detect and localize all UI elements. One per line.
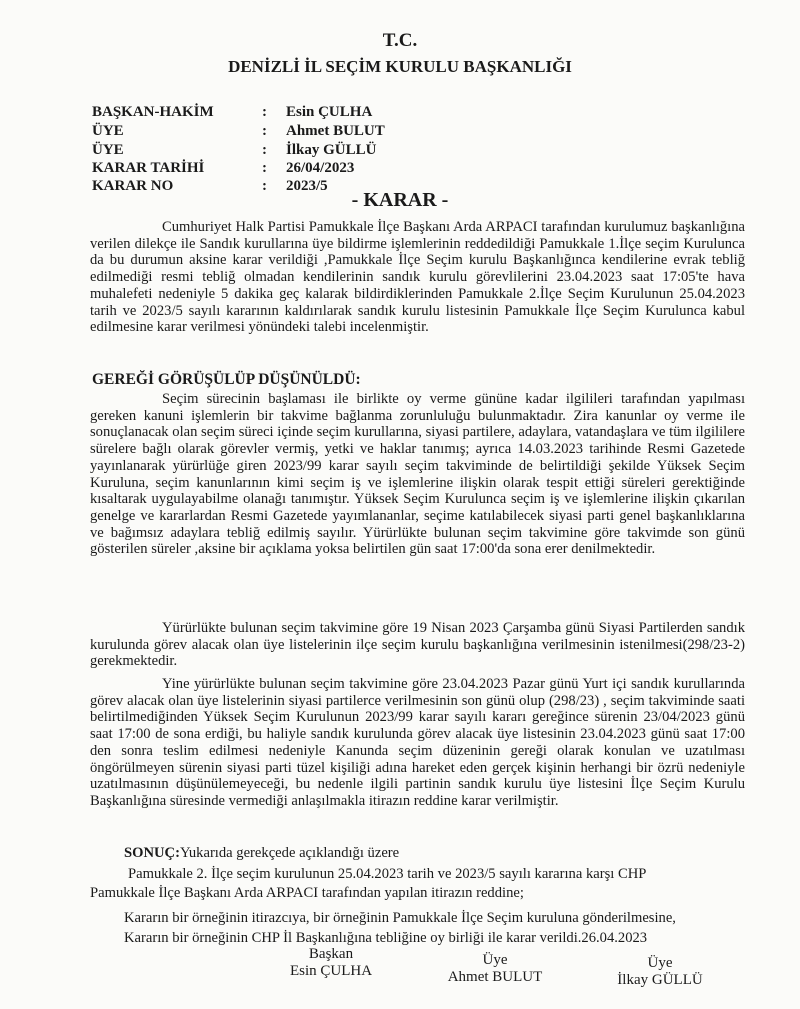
gerekce-title: GEREĞİ GÖRÜŞÜLÜP DÜŞÜNÜLDÜ: [92,371,361,388]
signature-uye-1 [420,952,570,986]
info-value: Ahmet BULUT [286,123,385,139]
sonuc-line-3: Kararın bir örneğinin itirazcıya, bir örneğinin Pamukkale İlçe Seçim kuruluna gönderilmesine, [124,910,676,926]
info-label: ÜYE [92,123,124,139]
signature-title: Başkan [308,946,354,962]
info-label: KARAR NO [92,178,174,194]
gerekce-paragraph-1 [90,391,745,558]
info-label: BAŞKAN-HAKİM [92,104,214,120]
intro-paragraph [90,219,745,336]
sonuc-label: SONUÇ: [124,845,180,861]
intro-text: Cumhuriyet Halk Partisi Pamukkale İlçe Başkanı Arda ARPACI tarafından kurulumuz başkanlığına verilen dilekçe ile Sandık kurullarına üye bildirme işlemlerinin reddedildiği Pamukkale 1.İlçe seçim Kurulunca da bu durumun aksine karar verildiği ,Pamukkale İlçe Seçim kurulu Başkanlığınca kendilerine evrak tebliğ edilmediği resmi tebliğ olmadan kendilerinin sandık kurulu görevlilerini 23.04.2023 saat 17:05'te hava muhalefeti nedeniyle 5 dakika geç kalarak bildirdiklerinden Pamukkale 2.İlçe Seçim Kurulunun 25.04.2023 tarih ve 2023/5 sayılı kararının kaldırılarak sandık kurulu listesinin Pamukkale İlçe Seçim Kurulunca kabul edilmesine karar verilmesi yönündeki talebi incelenmiştir. [90,219,745,336]
sonuc-text: Yukarıda gerekçede açıklandığı üzere [179,845,400,861]
info-row-karar-tarihi [92,159,692,178]
signature-name: Ahmet BULUT [447,969,543,985]
info-value: Esin ÇULHA [286,104,373,120]
info-colon: : [262,178,267,194]
info-row-uye-2 [92,141,692,160]
info-value: İlkay GÜLLÜ [286,142,377,158]
info-label: ÜYE [92,142,124,158]
signature-title: Üye [647,955,673,971]
info-value: 26/04/2023 [286,160,355,176]
gerekce-paragraph-2 [90,620,745,670]
gerekce-paragraph-3 [90,676,745,810]
tc-heading: T.C. [382,30,418,51]
sonuc-heading [124,845,399,862]
info-colon: : [262,142,267,158]
info-label: KARAR TARİHİ [92,160,205,176]
info-colon: : [262,160,267,176]
sonuc-line-4: Kararın bir örneğinin CHP İl Başkanlığına tebliğine oy birliği ile karar verildi.26.04.2023 [124,930,648,946]
signature-uye-2 [585,955,735,989]
info-colon: : [262,123,267,139]
signature-name: Esin ÇULHA [289,963,373,979]
gerekce-text-2: Yürürlükte bulunan seçim takvimine göre 19 Nisan 2023 Çarşamba günü Siyasi Partilerden sandık kurulunda görev alacak olan üye listelerinin ilçe seçim kurulu başkanlığına verilmesinin istenilmesi(298/23-2) gerekmektedir. [90,620,745,670]
sonuc-line-2: Pamukkale İlçe Başkanı Arda ARPACI tarafından yapılan itirazın reddine; [90,885,524,901]
kurul-heading: DENİZLİ İL SEÇİM KURULU BAŞKANLIĞI [228,57,572,76]
signature-title: Üye [482,952,508,968]
info-row-uye-1 [92,122,692,141]
gerekce-text-1: Seçim sürecinin başlaması ile birlikte oy verme gününe kadar ilgilileri tarafından yapılması gereken kanuni işlemlerin bir takvime bağlanma zorunluluğu bulunmaktadır. Zira kanunlar oy verme ile sonuçlanacak olan seçim süreci içinde seçim kurullarına, siyasi partilere, adaylara, vatandaşlara ve tüm ilgililere sürelere bağlı olarak görevler vermiş, yetki ve haklar tanımış; ayrıca 14.03.2023 tarihinde Resmi Gazetede yayınlanarak yürürlüğe giren 2023/99 karar sayılı seçim takviminde de belirtildiği şekilde Yüksek Seçim Kuruluna, seçim kanunlarının kimi seçim iş ve işlemlerine ilişkin olarak tespit ettiği süreleri gerektiğinde kısaltarak uygulayabilme olanağı tanımıştır. Yüksek Seçim Kurulunca seçim iş ve işlemlerine ilişkin çıkarılan genelge ve kararlardan Resmi Gazetede yayımlananlar, seçime katılabilecek siyasi parti genel başkanlıklarına ve bağımsız adaylara tebliğ edilmiş sayılır. Yürürlükte bulunan seçim takvimine göre takvimde son günü gösterilen süreler ,aksine bir açıklama yoksa belirtilen gün saat 17:00'da sona erer denilmektedir. [90,391,745,558]
karar-title: - KARAR - [351,189,449,211]
info-colon: : [262,104,267,120]
signature-baskan [256,946,406,980]
info-row-baskan [92,103,692,122]
gerekce-text-3: Yine yürürlükte bulunan seçim takvimine göre 23.04.2023 Pazar günü Yurt içi sandık kurullarında görev alacak olan üye listelerinin siyasi partilerce verilmesinin son günü olup (298/23) , seçim takviminde saati belirtilmediğinden Yüksek Seçim Kurulunun 2023/99 karar sayılı kararı gereğince sürenin 23/04/2023 günü saat 17:00 de sona erdiği, bu haliyle sandık kurulunda görev alacak üye listesinin 23.04.2023 günü saat 17:00 den sonra teslim edilmesi nedeniyle Kanunda seçim düzeninin gereği olarak konulan ve uzatılması öngörülmeyen sürenin siyasi parti tüzel kişiliği adına hareket eden gerçek kişinin herhangi bir özrü nedeniyle uzatılmasının düşünülemeyeceği, bu nedenle ilgili partinin sandık kurulu üye listesini İlçe Seçim Kurulu Başkanlığına süresinde vermediği anlaşılmakla itirazın reddine karar verilmiştir. [90,676,745,809]
signature-name: İlkay GÜLLÜ [617,972,703,988]
info-value: 2023/5 [286,178,328,194]
sonuc-line-1: Pamukkale 2. İlçe seçim kurulunun 25.04.2023 tarih ve 2023/5 sayılı kararına karşı CHP [128,866,647,882]
